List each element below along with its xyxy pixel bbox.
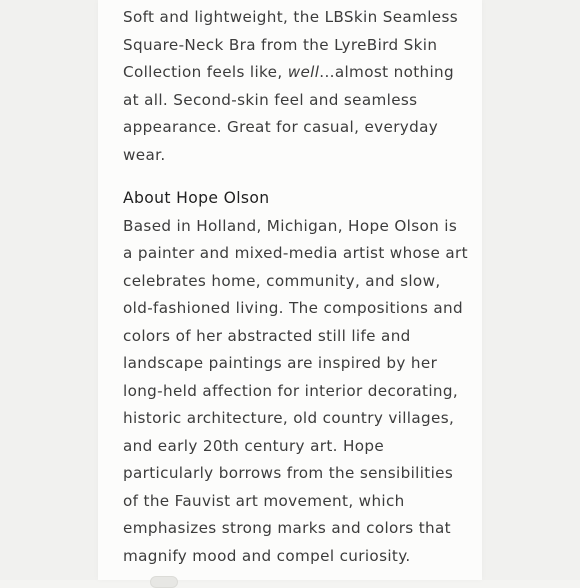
scroll-peek-button[interactable] — [150, 576, 178, 588]
product-intro-paragraph — [123, 4, 468, 169]
intro-text-part1: Soft and lightweight, the LBSkin Seamless Square-Neck Bra from the LyreBird Skin Collection feels like, — [123, 8, 459, 81]
intro-emphasis: well — [287, 63, 320, 81]
artist-bio-paragraph: Based in Holland, Michigan, Hope Olson is a painter and mixed-media artist whose art celebrates home, community, and slow, old-fashioned living. The compositions and colors of her abstracted still life and landscape paintings are inspired by her long-held affection for interior decorating, historic architecture, old country villages, and early 20th century art. Hope particularly borrows from the sensibilities of the Fauvist art movement, which emphasizes strong marks and colors that magnify mood and compel curiosity. — [123, 216, 468, 565]
artist-section-heading: About Hope Olson — [123, 189, 270, 207]
left-margin — [0, 0, 98, 580]
product-description-content — [123, 4, 468, 570]
intro-text-part2: ...almost nothing at all. Second-skin feel and seamless appearance. Great for casual, everyday wear. — [123, 63, 455, 164]
right-margin — [482, 0, 580, 580]
